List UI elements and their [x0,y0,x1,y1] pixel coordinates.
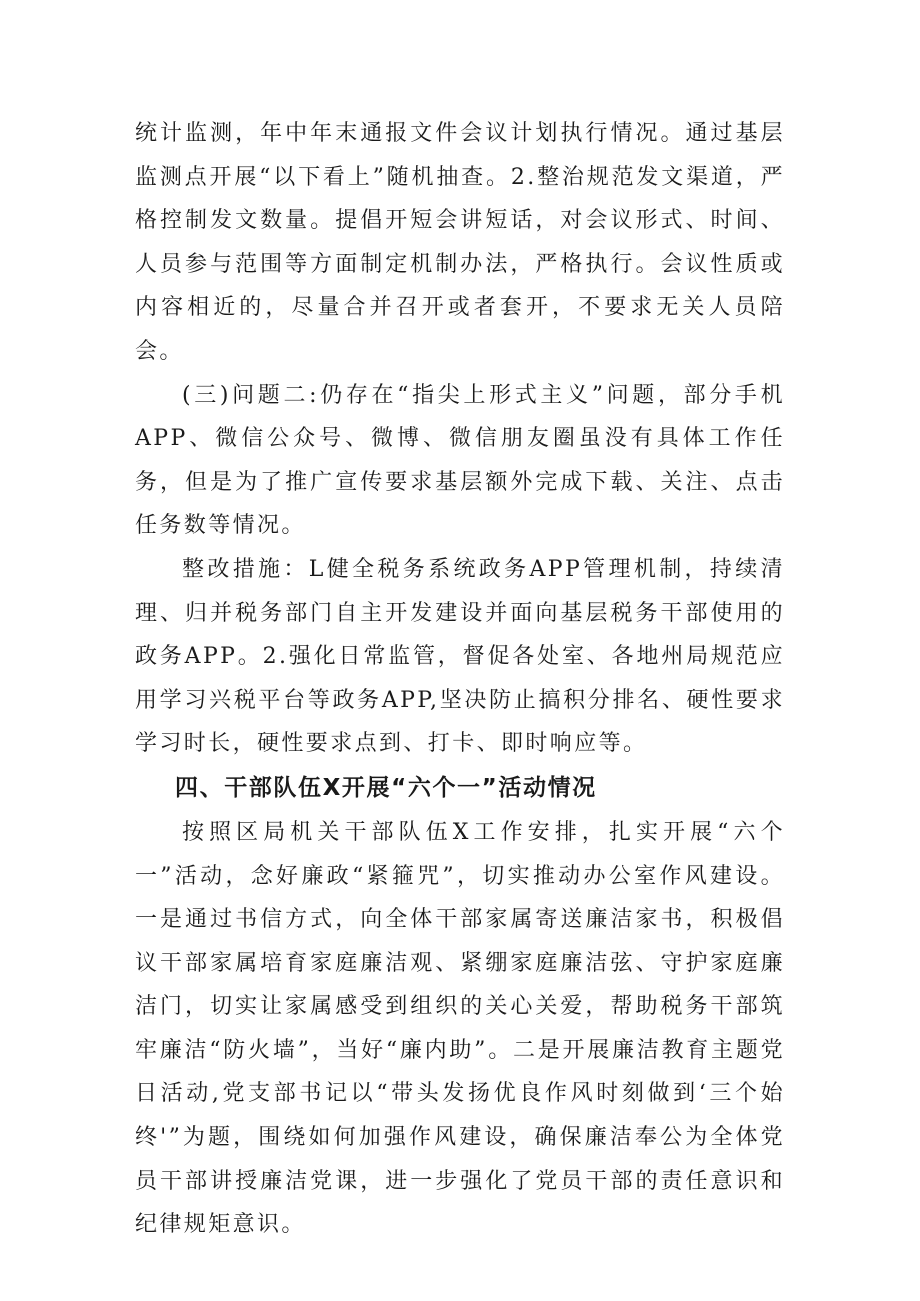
paragraph-continuation: 统计监测，年中年末通报文件会议计划执行情况。通过基层监测点开展“以下看上”随机抽查。2.整治规范发文渠道，严格控制发文数量。提倡开短会讲短话，对会议形式、时间、人员参与范围等方面制定机制办法，严格执行。会议性质或内容相近的，尽量合并召开或者套开，不要求无关人员陪会。 [135,121,785,364]
document-body [135,112,785,1247]
paragraph-problem-two: (三)问题二:仍存在“指尖上形式主义”问题，部分手机APP、微信公众号、微博、微信朋友圈虽没有具体工作任务，但是为了推广宣传要求基层额外完成下载、关注、点击任务数等情况。 [135,382,785,539]
section-heading-four: 四、干部队伍X开展“六个一”活动情况 [175,774,597,801]
paragraph-rectification-measures: 整改措施：L健全税务系统政务APP管理机制，持续清理、归并税务部门自主开发建设并面向基层税务干部使用的政务APP。2.强化日常监管，督促各处室、各地州局规范应用学习兴税平台等政务APP,坚决防止搞积分排名、硬性要求学习时长，硬性要求点到、打卡、即时响应等。 [135,556,785,757]
paragraph-six-ones-activity: 按照区局机关干部队伍X工作安排，扎实开展“六个一”活动，念好廉政“紧箍咒”，切实推动办公室作风建设。一是通过书信方式，向全体干部家属寄送廉洁家书，积极倡议干部家属培育家庭廉洁观、紧绷家庭廉洁弦、守护家庭廉洁门，切实让家属感受到组织的关心关爱，帮助税务干部筑牢廉洁“防火墙”，当好“廉内助”。二是开展廉洁教育主题党日活动,党支部书记以“带头发扬优良作风时刻做到‘三个始终'”为题，围绕如何加强作风建设，确保廉洁奉公为全体党员干部讲授廉洁党课，进一步强化了党员干部的责任意识和纪律规矩意识。 [135,819,785,1238]
